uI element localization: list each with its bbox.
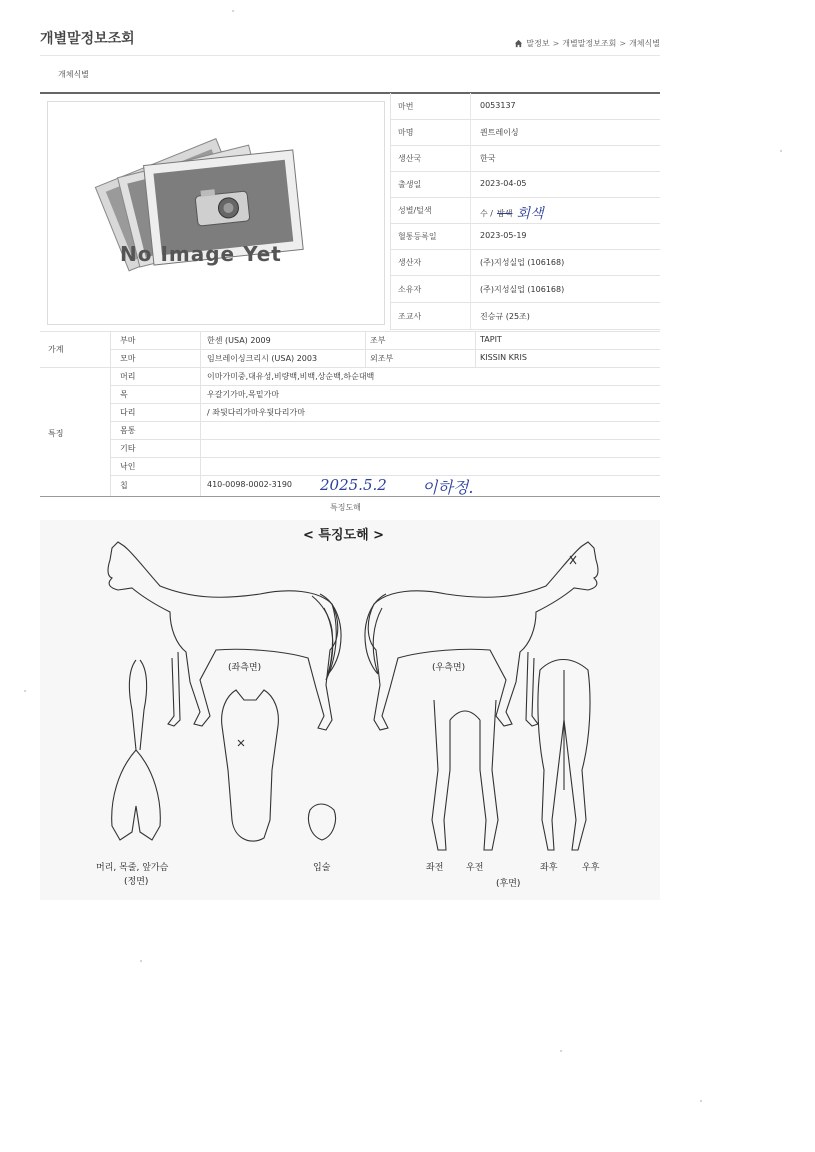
scan-speck — [140, 960, 142, 962]
info-label: 소유자 — [398, 285, 422, 294]
diagram-label-right-side: (우측면) — [432, 663, 466, 673]
no-image-photo-icon — [48, 102, 384, 324]
diagram-label-left-front: 좌전 — [426, 863, 444, 873]
diagram-title: < 특징도해 > — [303, 528, 385, 543]
info-row-registration-date — [390, 223, 660, 250]
breadcrumb-item-individual-lookup[interactable]: 개별말정보조회 — [562, 39, 617, 48]
info-row-sex-color — [390, 197, 660, 224]
column-divider — [475, 331, 476, 367]
info-label: 마명 — [398, 128, 414, 137]
struck-color-value: 밤색 — [496, 208, 513, 218]
info-label: 조교사 — [398, 312, 422, 321]
feature-value-chip: 410-0098-0002-3190 — [207, 480, 293, 489]
handwritten-signature: 이하정. — [422, 478, 474, 497]
row-divider — [40, 367, 660, 368]
info-value — [480, 203, 544, 223]
row-divider — [110, 439, 660, 440]
info-value: 2023-05-19 — [480, 231, 527, 240]
info-label: 출생일 — [398, 180, 422, 189]
info-row-horse-name — [390, 119, 660, 146]
sire-value[interactable]: 한센 (USA) 2009 — [207, 336, 271, 345]
table-bottom-border — [40, 496, 660, 497]
info-label: 생산자 — [398, 258, 422, 267]
neck-front-view-outline — [112, 660, 161, 840]
info-value[interactable]: (주)지성실업 (106168) — [480, 258, 565, 267]
grandsire-value[interactable]: TAPIT — [480, 335, 502, 344]
no-image-text: No Image Yet — [120, 242, 282, 266]
column-divider — [200, 331, 201, 496]
handwritten-date: 2025.5.2 — [320, 476, 387, 494]
feature-label-legs: 다리 — [120, 408, 136, 417]
scan-speck — [232, 10, 234, 12]
info-label: 생산국 — [398, 154, 422, 163]
row-divider — [110, 349, 660, 350]
diagram-label-right-rear: 우후 — [582, 863, 600, 873]
feature-diagram — [40, 520, 660, 900]
info-label: 혈통등록일 — [398, 232, 437, 241]
dam-sire-label: 외조부 — [370, 354, 394, 363]
page-title: 개별말정보조회 — [40, 31, 135, 47]
diagram-label-top-view-sub: (정면) — [124, 877, 149, 887]
info-row-owner — [390, 276, 660, 303]
title-divider — [40, 55, 660, 56]
info-value: 퀀트레이싱 — [480, 128, 519, 137]
row-divider — [110, 457, 660, 458]
handwritten-color: 회색 — [516, 206, 544, 222]
diagram-label-right-front: 우전 — [466, 863, 484, 873]
diagram-section-label: 특징도해 — [330, 503, 361, 512]
info-row-birth-date — [390, 171, 660, 198]
info-value: 한국 — [480, 154, 496, 163]
diagram-label-rear: (후면) — [496, 879, 521, 889]
features-section-label: 특징 — [48, 429, 64, 438]
info-row-trainer — [390, 303, 660, 330]
diagram-label-left-rear: 좌후 — [540, 863, 558, 873]
diagram-label-mouth: 입술 — [313, 863, 331, 873]
info-row-breeder — [390, 249, 660, 276]
sire-label: 부마 — [120, 336, 136, 345]
feature-value-neck: 우갈기가마,목밑가마 — [207, 390, 280, 399]
info-value: 2023-04-05 — [480, 179, 527, 188]
feature-label-chip: 칩 — [120, 481, 128, 490]
breadcrumb-item-horse-info[interactable]: 말정보 — [526, 39, 550, 48]
info-label: 성별/털색 — [398, 206, 432, 215]
column-divider — [365, 331, 366, 367]
sex-value: 수 / — [480, 208, 493, 218]
row-divider — [110, 421, 660, 422]
scan-speck — [24, 690, 26, 692]
front-legs-outline — [432, 700, 498, 850]
head-front-view-outline — [222, 690, 279, 841]
pedigree-section-label: 가계 — [48, 345, 64, 354]
dam-value[interactable]: 임브레이싱크리시 (USA) 2003 — [207, 354, 318, 363]
info-row-country — [390, 145, 660, 172]
info-label: 마번 — [398, 102, 414, 111]
breadcrumb — [514, 38, 660, 49]
left-side-horse-outline — [108, 542, 338, 730]
horse-photo-placeholder — [47, 101, 385, 325]
dam-label: 모마 — [120, 354, 136, 363]
row-divider — [110, 385, 660, 386]
feature-label-other: 기타 — [120, 444, 136, 453]
horse-outline-drawings — [40, 520, 660, 900]
breadcrumb-separator: > — [619, 39, 627, 48]
feature-label-brand: 낙인 — [120, 462, 136, 471]
row-divider — [40, 331, 660, 332]
info-value[interactable]: (주)지성실업 (106168) — [480, 285, 565, 294]
tab-identification[interactable]: 개체식별 — [58, 70, 89, 79]
mouth-outline — [309, 804, 336, 840]
home-icon[interactable] — [514, 39, 523, 48]
feature-value-head: 이마가미중,대유성,비량백,비백,상순백,하순대백 — [207, 372, 375, 381]
row-divider — [110, 403, 660, 404]
breadcrumb-separator: > — [552, 39, 560, 48]
feature-label-head: 머리 — [120, 372, 136, 381]
info-value[interactable]: 진승규 (25조) — [480, 312, 530, 321]
info-divider — [390, 93, 391, 330]
info-value: 0053137 — [480, 101, 516, 110]
feature-label-body: 몸통 — [120, 426, 136, 435]
dam-sire-value[interactable]: KISSIN KRIS — [480, 353, 527, 362]
diagram-label-left-side: (좌측면) — [228, 663, 262, 673]
scan-speck — [700, 1100, 702, 1102]
feature-value-legs: / 좌뒷다리가마우뒷다리가마 — [207, 408, 305, 417]
scan-speck — [780, 150, 782, 152]
diagram-label-top-view: 머리, 목줄, 앞가슴 — [96, 863, 169, 873]
scan-speck — [560, 1050, 562, 1052]
feature-label-neck: 목 — [120, 390, 128, 399]
breadcrumb-item-identification[interactable]: 개체식별 — [629, 39, 660, 48]
info-row-horse-number — [390, 93, 660, 120]
column-divider — [110, 331, 111, 496]
grandsire-label: 조부 — [370, 336, 386, 345]
